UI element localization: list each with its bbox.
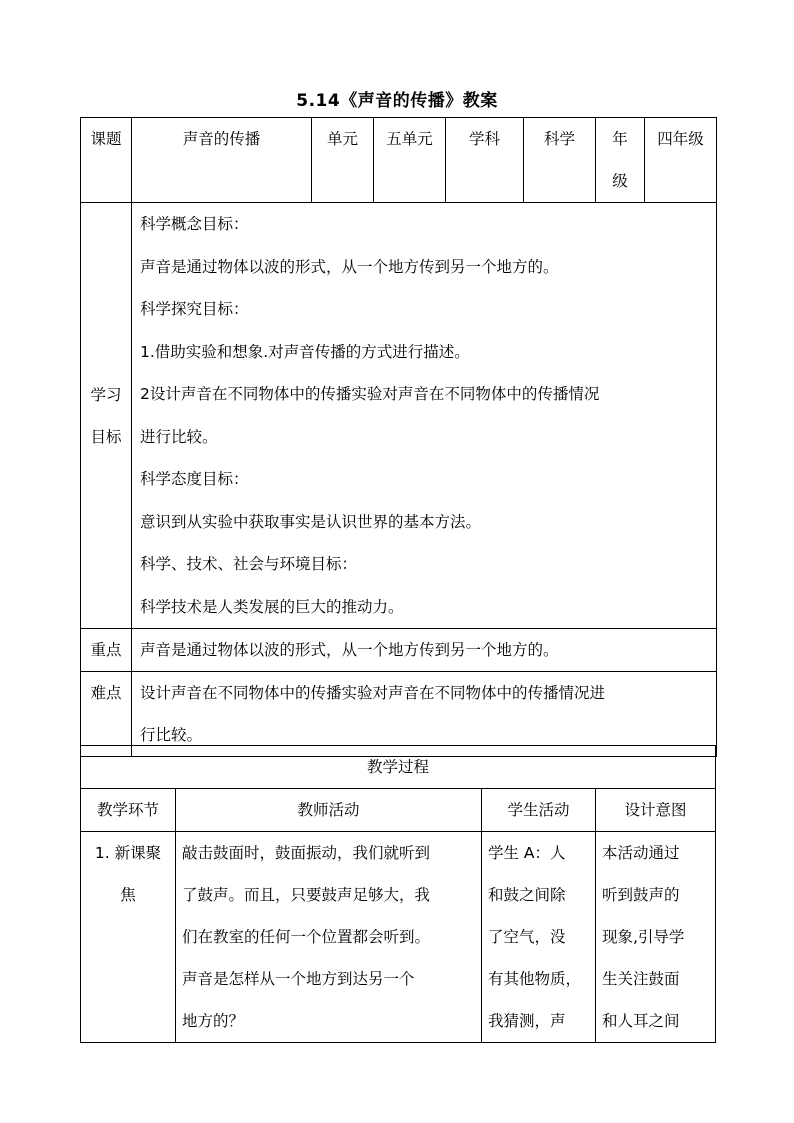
teacher-line: 们在教室的任何一个位置都会听到。 <box>182 928 431 946</box>
teacher-line: 了鼓声。而且，只要鼓声足够大，我 <box>182 886 431 904</box>
lesson-info-table <box>80 117 717 757</box>
difficulty-row <box>81 672 717 757</box>
objective-line: 科学、技术、社会与环境目标： <box>140 555 358 573</box>
student-line: 有其他物质， <box>488 970 582 988</box>
column-header-stage: 教学环节 <box>81 789 176 832</box>
unit-label: 单元 <box>312 118 374 203</box>
process-columns-row <box>81 789 716 832</box>
objectives-label-line2: 目标 <box>90 427 122 446</box>
unit-value: 五单元 <box>374 118 446 203</box>
objective-line: 2设计声音在不同物体中的传播实验对声音在不同物体中的传播情况 <box>140 385 600 403</box>
objective-line: 科学概念目标： <box>140 215 249 233</box>
objectives-label <box>81 203 132 629</box>
teacher-line: 声音是怎样从一个地方到达另一个 <box>182 970 415 988</box>
subject-value: 科学 <box>524 118 596 203</box>
stage-line1: 1. 新课聚 <box>94 844 162 862</box>
subject-label: 学科 <box>446 118 524 203</box>
process-row <box>81 832 716 1043</box>
student-activity-cell <box>482 832 596 1043</box>
column-header-teacher: 教师活动 <box>176 789 482 832</box>
objective-line: 声音是通过物体以波的形式，从一个地方传到另一个地方的。 <box>140 257 559 276</box>
difficulty-line2: 行比较。 <box>140 726 203 744</box>
grade-label-line1: 年 <box>612 130 628 148</box>
key-point-row <box>81 629 717 672</box>
student-line: 了空气，没 <box>488 928 566 946</box>
grade-value: 四年级 <box>645 118 717 203</box>
stage-cell <box>81 832 176 1043</box>
student-line: 我猜测，声 <box>488 1012 566 1030</box>
objective-line: 进行比较。 <box>140 427 218 446</box>
design-intent-cell <box>596 832 716 1043</box>
intent-line: 听到鼓声的 <box>602 886 680 904</box>
intent-line: 本活动通过 <box>602 844 680 862</box>
objectives-row <box>81 203 717 629</box>
info-row <box>81 118 717 203</box>
teacher-line: 敲击鼓面时，鼓面振动，我们就听到 <box>182 844 431 862</box>
objective-line: 1.借助实验和想象.对声音传播的方式进行描述。 <box>140 342 470 361</box>
stage-line2: 焦 <box>120 886 136 904</box>
objectives-label-line1: 学习 <box>90 385 122 404</box>
key-point-text: 声音是通过物体以波的形式，从一个地方传到另一个地方的。 <box>132 629 717 672</box>
intent-line: 生关注鼓面 <box>602 970 680 988</box>
teaching-process-table <box>80 745 716 1043</box>
teacher-line: 地方的？ <box>182 1012 245 1030</box>
teacher-activity-cell <box>176 832 482 1043</box>
process-header: 教学过程 <box>81 746 716 789</box>
topic-label: 课题 <box>81 118 132 203</box>
column-header-intent: 设计意图 <box>596 789 716 832</box>
student-line: 和鼓之间除 <box>488 886 566 904</box>
grade-label-line2: 级 <box>612 172 628 190</box>
intent-line: 和人耳之间 <box>602 1012 680 1030</box>
difficulty-line1: 设计声音在不同物体中的传播实验对声音在不同物体中的传播情况进 <box>140 684 606 702</box>
objective-line: 意识到从实验中获取事实是认识世界的基本方法。 <box>140 512 482 531</box>
objective-line: 科学技术是人类发展的巨大的推动力。 <box>140 597 404 616</box>
objective-line: 科学探究目标： <box>140 300 249 318</box>
page-title: 5.14《声音的传播》教案 <box>296 91 498 111</box>
difficulty-text <box>132 672 717 757</box>
key-point-label: 重点 <box>81 629 132 672</box>
difficulty-label: 难点 <box>81 672 132 757</box>
column-header-student: 学生活动 <box>482 789 596 832</box>
grade-label <box>596 118 645 203</box>
intent-line: 现象,引导学 <box>602 928 685 946</box>
topic-value: 声音的传播 <box>132 118 312 203</box>
student-line: 学生 A：人 <box>488 844 566 862</box>
objectives-content <box>132 203 717 629</box>
process-header-row <box>81 746 716 789</box>
objective-line: 科学态度目标： <box>140 470 249 488</box>
